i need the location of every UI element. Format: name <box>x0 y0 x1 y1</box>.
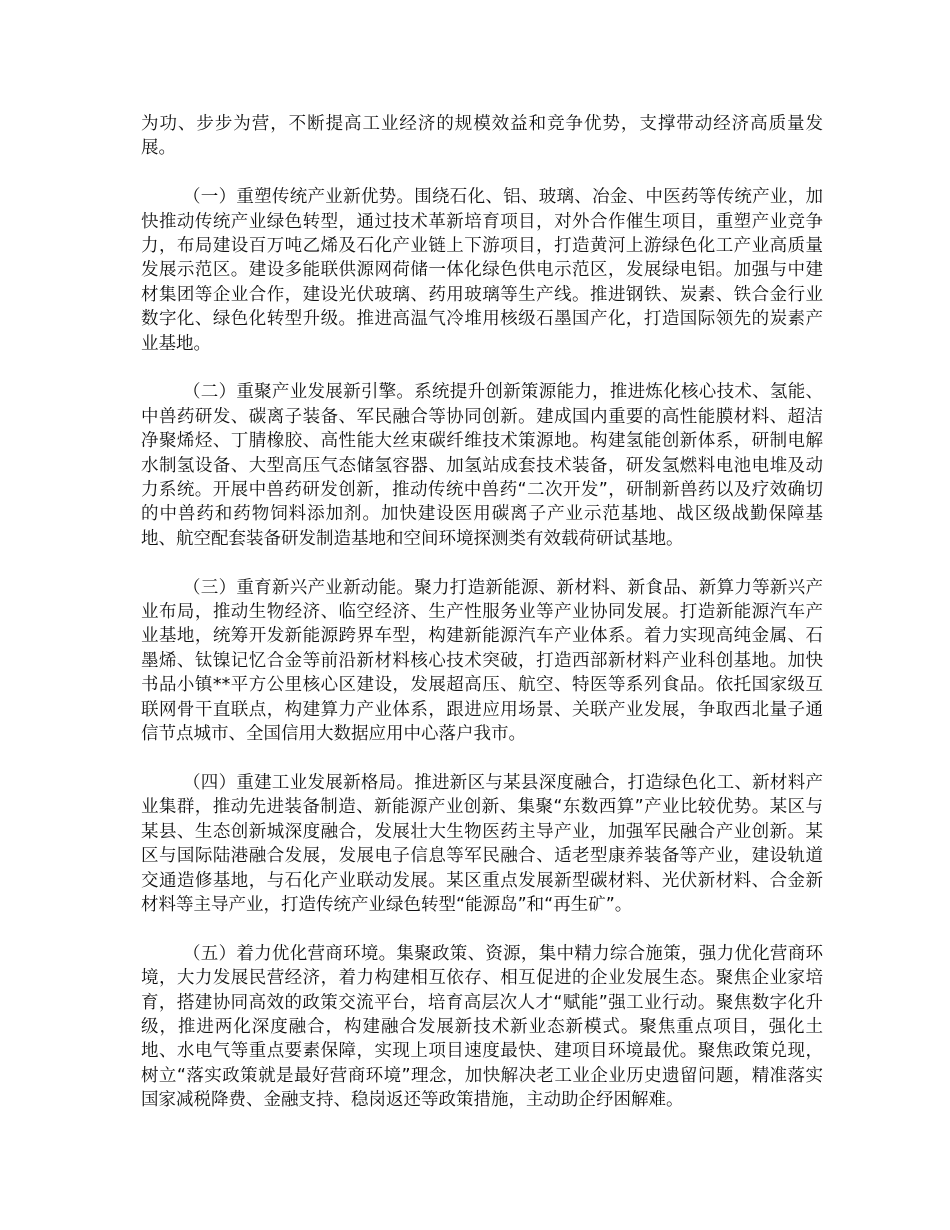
paragraph-section-3: （三）重育新兴产业新动能。聚力打造新能源、新材料、新食品、新算力等新兴产业布局，推动生物经济、临空经济、生产性服务业等产业协同发展。打造新能源汽车产业基地，统筹开发新能源跨界车型，构建新能源汽车产业体系。着力实现高纯金属、石墨烯、钛镍记忆合金等前沿新材料核心技术突破，打造西部新材料产业科创基地。加快书品小镇**平方公里核心区建设，发展超高压、航空、特医等系列食品。依托国家级互联网骨干直联点，构建算力产业体系，跟进应用场景、关联产业发展，争取西北量子通信节点城市、全国信用大数据应用中心落户我市。 <box>141 577 823 745</box>
document-body <box>141 112 823 1137</box>
paragraph-intro-continuation: 为功、步步为营，不断提高工业经济的规模效益和竞争优势，支撑带动经济高质量发展。 <box>141 114 823 159</box>
paragraph-section-1: （一）重塑传统产业新优势。围绕石化、铝、玻璃、冶金、中医药等传统产业，加快推动传统产业绿色转型，通过技术革新培育项目，对外合作催生项目，重塑产业竞争力，布局建设百万吨乙烯及石化产业链上下游项目，打造黄河上游绿色化工产业高质量发展示范区。建设多能联供源网荷储一体化绿色供电示范区，发展绿电铝。加强与中建材集团等企业合作，建设光伏玻璃、药用玻璃等生产线。推进钢铁、炭素、铁合金行业数字化、绿色化转型升级。推进高温气冷堆用核级石墨国产化，打造国际领先的炭素产业基地。 <box>141 187 823 354</box>
paragraph-section-2: （二）重聚产业发展新引擎。系统提升创新策源能力，推进炼化核心技术、氢能、中兽药研发、碳离子装备、军民融合等协同创新。建成国内重要的高性能膜材料、超洁净聚烯烃、丁腈橡胶、高性能大丝束碳纤维技术策源地。构建氢能创新体系，研制电解水制氢设备、大型高压气态储氢容器、加氢站成套技术装备，研发氢燃料电池电堆及动力系统。开展中兽药研发创新，推动传统中兽药“二次开发”，研制新兽药以及疗效确切的中兽药和药物饲料添加剂。加快建设医用碳离子产业示范基地、战区级战勤保障基地、航空配套装备研发制造基地和空间环境探测类有效载荷研试基地。 <box>141 382 823 549</box>
paragraph-section-5: （五）着力优化营商环境。集聚政策、资源，集中精力综合施策，强力优化营商环境，大力发展民营经济，着力构建相互依存、相互促进的企业发展生态。聚焦企业家培育，搭建协同高效的政策交流平台，培育高层次人才“赋能”强工业行动。聚焦数字化升级，推进两化深度融合，构建融合发展新技术新业态新模式。聚焦重点项目，强化土地、水电气等重点要素保障，实现上项目速度最快、建项目环境最优。聚焦政策兑现，树立“落实政策就是最好营商环境”理念，加快解决老工业企业历史遗留问题，精准落实国家减税降费、金融支持、稳岗返还等政策措施，主动助企纾困解难。 <box>141 943 823 1111</box>
paragraph-section-4: （四）重建工业发展新格局。推进新区与某县深度融合，打造绿色化工、新材料产业集群，推动先进装备制造、新能源产业创新、集聚“东数西算”产业比较优势。某区与某县、生态创新城深度融合，发展壮大生物医药主导产业，加强军民融合产业创新。某区与国际陆港融合发展，发展电子信息等军民融合、适老型康养装备等产业，建设轨道交通造修基地，与石化产业联动发展。某区重点发展新型碳材料、光伏新材料、合金新材料等主导产业，打造传统产业绿色转型“能源岛”和“再生矿”。 <box>141 772 823 915</box>
